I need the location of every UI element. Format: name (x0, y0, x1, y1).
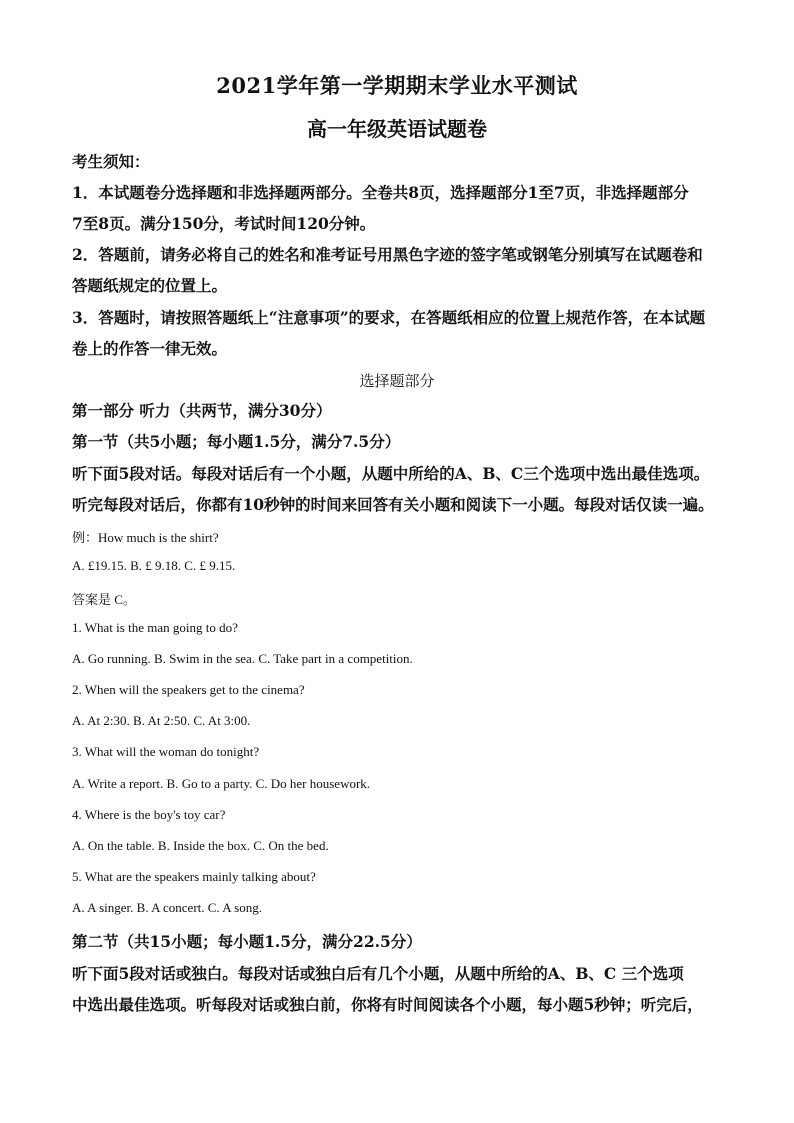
question-1: 1. What is the man going to do? (72, 620, 238, 635)
notice-item-3-line-1: 3．答题时，请按照答题纸上“注意事项”的要求，在答题纸相应的位置上规范作答，在本试题 (72, 308, 706, 327)
question-2-options: A. At 2:30. B. At 2:50. C. At 3:00. (72, 713, 251, 728)
notice-item-1-line-2: 7至8页。满分150分，考试时间120分钟。 (72, 214, 376, 233)
question-1-options: A. Go running. B. Swim in the sea. C. Take part in a competition. (72, 651, 413, 666)
example-answer: 答案是 C。 (72, 592, 136, 607)
section1-heading: 第一节（共5小题；每小题1.5分，满分7.5分） (72, 432, 401, 451)
exam-subtitle: 高一年级英语试题卷 (307, 117, 487, 141)
question-5-options: A. A singer. B. A concert. C. A song. (72, 900, 262, 915)
question-3: 3. What will the woman do tonight? (72, 744, 260, 759)
example-question: 例：How much is the shirt? (72, 530, 219, 545)
section2-heading: 第二节（共15小题；每小题1.5分，满分22.5分） (72, 932, 422, 951)
example-options: A. £19.15. B. £ 9.18. C. £ 9.15. (72, 558, 236, 573)
section1-instructions-line-2: 听完每段对话后，你都有10秒钟的时间来回答有关小题和阅读下一小题。每段对话仅读一遍。 (72, 495, 714, 514)
notice-item-1-line-1: 1．本试题卷分选择题和非选择题两部分。全卷共8页，选择题部分1至7页，非选择题部分 (72, 183, 689, 202)
exam-title: 2021学年第一学期期末学业水平测试 (216, 73, 578, 98)
question-3-options: A. Write a report. B. Go to a party. C. Do her housework. (72, 776, 371, 791)
question-5: 5. What are the speakers mainly talking about? (72, 869, 316, 884)
notice-item-3-line-2: 卷上的作答一律无效。 (72, 339, 228, 358)
section2-instructions-line-1: 听下面5段对话或独白。每段对话或独白后有几个小题，从题中所给的A、B、C 三个选项 (72, 964, 684, 983)
section2-instructions-line-2: 中选出最佳选项。听每段对话或独白前，你将有时间阅读各个小题，每小题5秒钟；听完后， (72, 995, 703, 1014)
question-2: 2. When will the speakers get to the cinema? (72, 682, 305, 697)
notice-heading: 考生须知： (72, 152, 150, 171)
part1-heading: 第一部分 听力（共两节，满分30分） (72, 401, 332, 420)
notice-item-2-line-1: 2．答题前，请务必将自己的姓名和准考证号用黑色字迹的签字笔或钢笔分别填写在试题卷和 (72, 245, 703, 264)
section1-instructions-line-1: 听下面5段对话。每段对话后有一个小题，从题中所给的A、B、C三个选项中选出最佳选项。 (72, 464, 710, 483)
question-4-options: A. On the table. B. Inside the box. C. On the bed. (72, 838, 329, 853)
section-title: 选择题部分 (359, 372, 435, 390)
question-4: 4. Where is the boy's toy car? (72, 807, 226, 822)
notice-item-2-line-2: 答题纸规定的位置上。 (72, 276, 228, 295)
